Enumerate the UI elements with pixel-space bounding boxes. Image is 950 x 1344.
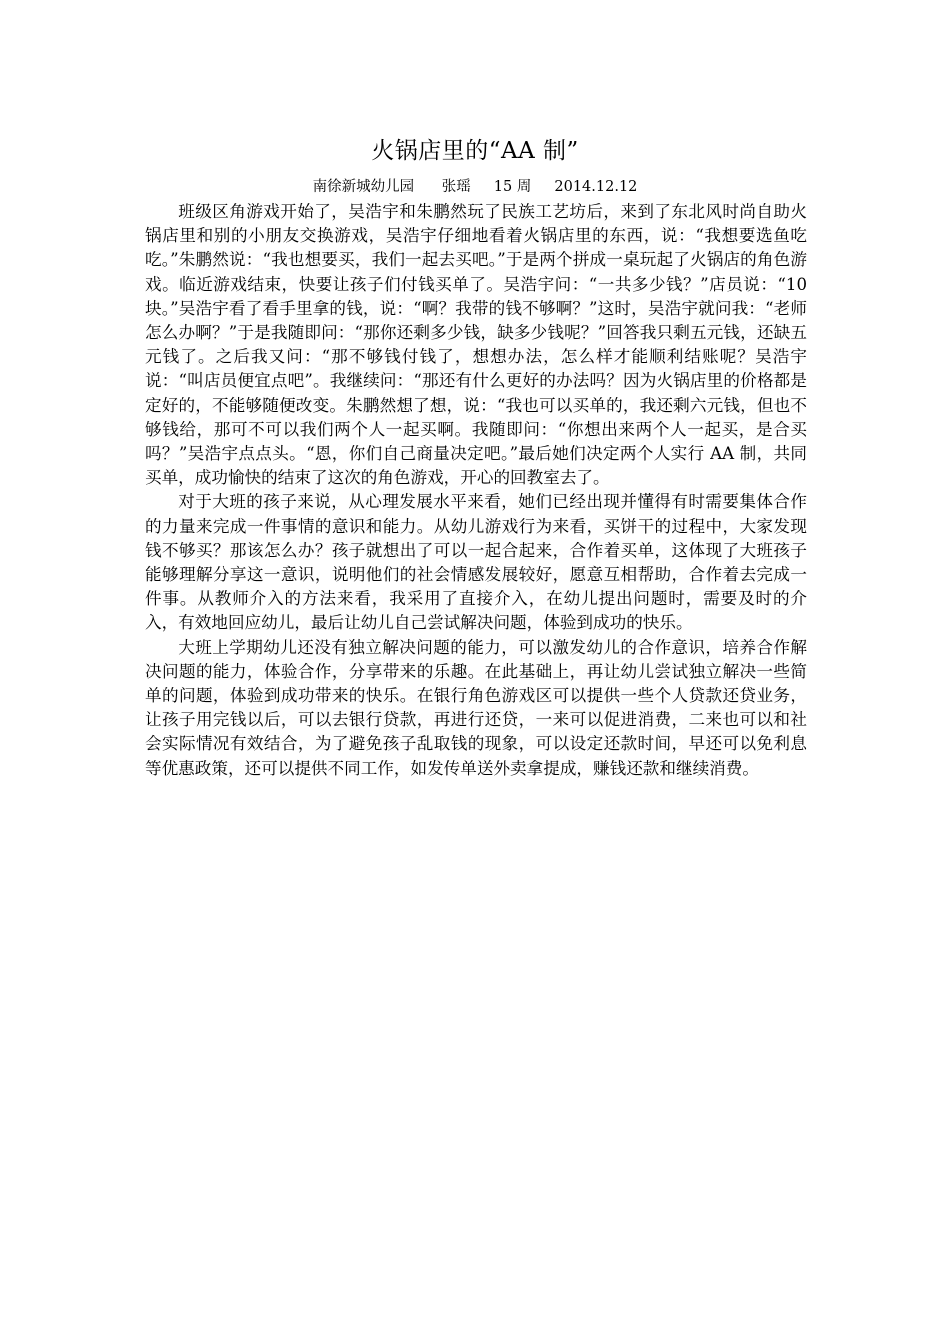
author-byline: 南徐新城幼儿园 张瑶 15 周 2014.12.12	[312, 179, 638, 195]
page-title: 火锅店里的“AA 制”	[371, 138, 579, 164]
paragraph-2: 对于大班的孩子来说，从心理发展水平来看，她们已经出现并懂得有时需要集体合作的力量来完成一件事情的意识和能力。从幼儿游戏行为来看，买饼干的过程中，大家发现钱不够买？那该怎么办？孩子就想出了可以一起合起来，合作着买单，这体现了大班孩子能够理解分享这一意识，说明他们的社会情感发展较好，愿意互相帮助，合作着去完成一件事。从教师介入的方法来看，我采用了直接介入，在幼儿提出问题时，需要及时的介入，有效地回应幼儿，最后让幼儿自己尝试解决问题，体验到成功的快乐。	[145, 492, 807, 633]
paragraph-3: 大班上学期幼儿还没有独立解决问题的能力，可以激发幼儿的合作意识，培养合作解决问题的能力，体验合作，分享带来的乐趣。在此基础上，再让幼儿尝试独立解决一些简单的问题，体验到成功带来的快乐。在银行角色游戏区可以提供一些个人贷款还贷业务，让孩子用完钱以后，可以去银行贷款，再进行还贷，一来可以促进消费，二来也可以和社会实际情况有效结合，为了避免孩子乱取钱的现象，可以设定还款时间，早还可以免利息等优惠政策，还可以提供不同工作，如发传单送外卖拿提成，赚钱还款和继续消费。	[145, 637, 807, 778]
article-body	[145, 200, 807, 781]
paragraph-1: 班级区角游戏开始了，吴浩宇和朱鹏然玩了民族工艺坊后，来到了东北风时尚自助火锅店里和别的小朋友交换游戏，吴浩宇仔细地看着火锅店里的东西，说：“我想要选鱼吃吃。”朱鹏然说：“我也想要买，我们一起去买吧。”于是两个拼成一桌玩起了火锅店的角色游戏。临近游戏结束，快要让孩子们付钱买单了。吴浩宇问：“一共多少钱？”店员说：“10 块。”吴浩宇看了看手里拿的钱，说：“啊？我带的钱不够啊？”这时，吴浩宇就问我：“老师怎么办啊？”于是我随即问：“那你还剩多少钱，缺多少钱呢？”回答我只剩五元钱，还缺五元钱了。之后我又问：“那不够钱付钱了，想想办法，怎么样才能顺利结账呢？吴浩宇说：“叫店员便宜点吧”。我继续问：“那还有什么更好的办法吗？因为火锅店里的价格都是定好的，不能够随便改变。朱鹏然想了想，说：“我也可以买单的，我还剩六元钱，但也不够钱给，那可不可以我们两个人一起买啊。我随即问：“你想出来两个人一起买，是合买吗？”吴浩宇点点头。“恩，你们自己商量决定吧。”最后她们决定两个人实行 AA 制，共同买单，成功愉快的结束了这次的角色游戏，开心的回教室去了。	[145, 202, 807, 488]
